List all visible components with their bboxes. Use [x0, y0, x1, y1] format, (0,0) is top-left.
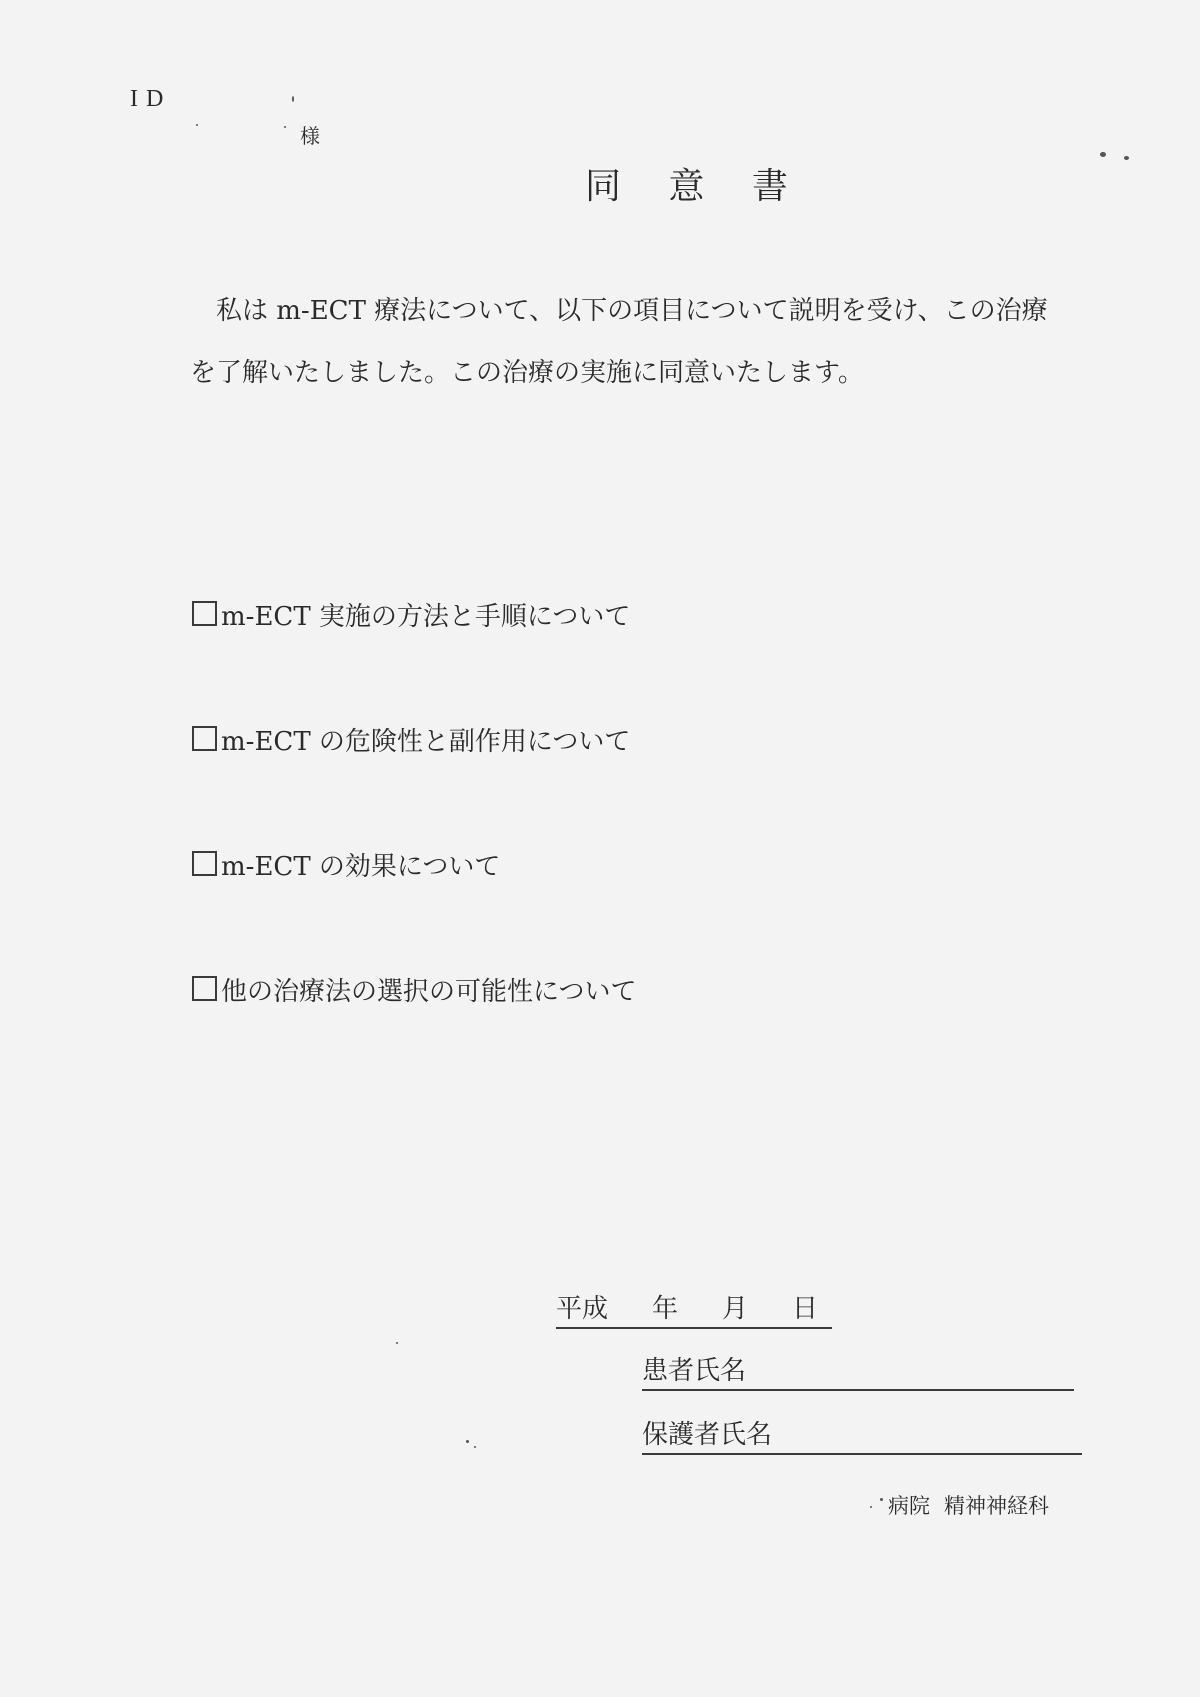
- explanation-checklist: [192, 596, 636, 1096]
- checklist-item-label: m-ECT の危険性と副作用について: [221, 727, 631, 757]
- consent-statement: [190, 280, 1070, 404]
- scan-speck: [396, 1342, 398, 1344]
- issuer: [888, 1490, 1049, 1520]
- consent-statement-line-1: 私は m-ECT 療法について、以下の項目について説明を受け、この治療: [216, 296, 1048, 326]
- checklist-item-risks: [192, 721, 636, 846]
- guardian-name-label: 保護者氏名: [642, 1420, 773, 1450]
- date-day-label: 日: [792, 1294, 819, 1324]
- date-era: 平成: [556, 1294, 609, 1324]
- department-name: 精神神経科: [944, 1494, 1049, 1518]
- patient-name-field[interactable]: [642, 1350, 1074, 1391]
- checkbox-risks[interactable]: [192, 726, 217, 751]
- scan-speck: [466, 1440, 469, 1443]
- checklist-item-label: m-ECT の効果について: [221, 852, 501, 882]
- date-month-label: 月: [722, 1294, 749, 1324]
- consent-statement-line-2: を了解いたしました。この治療の実施に同意いたします。: [190, 358, 864, 388]
- scan-speck: [292, 96, 294, 102]
- scan-speck: [1100, 152, 1106, 157]
- date-field[interactable]: [556, 1288, 832, 1329]
- honorific-sama: 様: [300, 124, 320, 148]
- document-title: 同 意 書: [585, 166, 806, 207]
- checkbox-method[interactable]: [192, 601, 217, 626]
- scan-speck: [1124, 156, 1129, 160]
- checkbox-alternatives[interactable]: [192, 976, 217, 1001]
- scan-speck: [880, 1498, 883, 1501]
- checklist-item-alternatives: [192, 971, 636, 1096]
- checkbox-effects[interactable]: [192, 851, 217, 876]
- scan-speck: [284, 126, 286, 128]
- checklist-item-label: m-ECT 実施の方法と手順について: [221, 602, 631, 632]
- patient-id-label: ID: [130, 86, 172, 112]
- guardian-name-field[interactable]: [642, 1414, 1082, 1455]
- scan-speck: [196, 124, 198, 126]
- hospital-name: 病院: [888, 1494, 930, 1518]
- checklist-item-effects: [192, 846, 636, 971]
- scan-speck: [474, 1446, 476, 1448]
- patient-name-label: 患者氏名: [642, 1356, 747, 1386]
- checklist-item-method: [192, 596, 636, 721]
- scan-speck: [870, 1506, 872, 1508]
- date-year-label: 年: [652, 1294, 679, 1324]
- checklist-item-label: 他の治療法の選択の可能性について: [221, 977, 637, 1007]
